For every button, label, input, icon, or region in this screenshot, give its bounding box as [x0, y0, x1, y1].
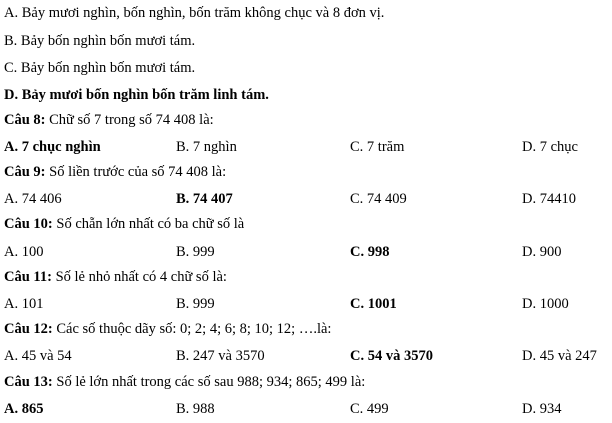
q11-option-c: C. 1001 [350, 296, 397, 312]
q8-option-d: D. 7 chục [522, 139, 578, 155]
q13-option-c: C. 499 [350, 401, 389, 417]
q10-option-d: D. 900 [522, 244, 562, 260]
prev-option-c: C. Bảy bốn nghìn bốn mươi tám. [4, 60, 196, 76]
q8-option-a: A. 7 chục nghìn [4, 139, 101, 155]
question-text: Các số thuộc dãy số: 0; 2; 4; 6; 8; 10; 12; ….là: [52, 321, 332, 337]
question-label: Câu 13: [4, 374, 53, 390]
q12-option-d: D. 45 và 247 [522, 348, 597, 364]
question-label: Câu 10: [4, 216, 53, 232]
q11-option-b: B. 999 [176, 296, 215, 312]
question-10 [4, 215, 244, 233]
question-text: Số lẻ lớn nhất trong các số sau 988; 934; 865; 499 là: [52, 374, 366, 390]
question-text: Chữ số 7 trong số 74 408 là: [45, 112, 214, 128]
q9-option-c: C. 74 409 [350, 191, 407, 207]
q10-option-a: A. 100 [4, 244, 44, 260]
q13-option-d: D. 934 [522, 401, 562, 417]
question-9 [4, 163, 226, 181]
prev-option-d: D. Bảy mươi bốn nghìn bốn trăm linh tám. [4, 87, 269, 103]
prev-option-a: A. Bảy mươi nghìn, bốn nghìn, bốn trăm không chục và 8 đơn vị. [4, 5, 385, 21]
question-13 [4, 373, 365, 391]
q11-option-a: A. 101 [4, 296, 44, 312]
q8-option-c: C. 7 trăm [350, 139, 405, 155]
q13-option-a: A. 865 [4, 401, 44, 417]
q10-option-c: C. 998 [350, 244, 390, 260]
question-label: Câu 9: [4, 164, 46, 180]
q9-option-a: A. 74 406 [4, 191, 62, 207]
q8-option-b: B. 7 nghìn [176, 139, 237, 155]
q9-option-d: D. 74410 [522, 191, 576, 207]
question-12 [4, 320, 331, 338]
question-text: Số lẻ nhỏ nhất có 4 chữ số là: [51, 269, 227, 285]
question-8 [4, 111, 214, 129]
q11-option-d: D. 1000 [522, 296, 569, 312]
question-11 [4, 268, 227, 286]
question-text: Số chẵn lớn nhất có ba chữ số là [52, 216, 245, 232]
q12-option-a: A. 45 và 54 [4, 348, 72, 364]
q13-option-b: B. 988 [176, 401, 215, 417]
q10-option-b: B. 999 [176, 244, 215, 260]
q12-option-b: B. 247 và 3570 [176, 348, 265, 364]
question-label: Câu 12: [4, 321, 53, 337]
q12-option-c: C. 54 và 3570 [350, 348, 433, 364]
question-label: Câu 11: [4, 269, 52, 285]
q9-option-b: B. 74 407 [176, 191, 233, 207]
question-text: Số liền trước của số 74 408 là: [45, 164, 227, 180]
question-label: Câu 8: [4, 112, 46, 128]
prev-option-b: B. Bảy bốn nghìn bốn mươi tám. [4, 33, 196, 49]
